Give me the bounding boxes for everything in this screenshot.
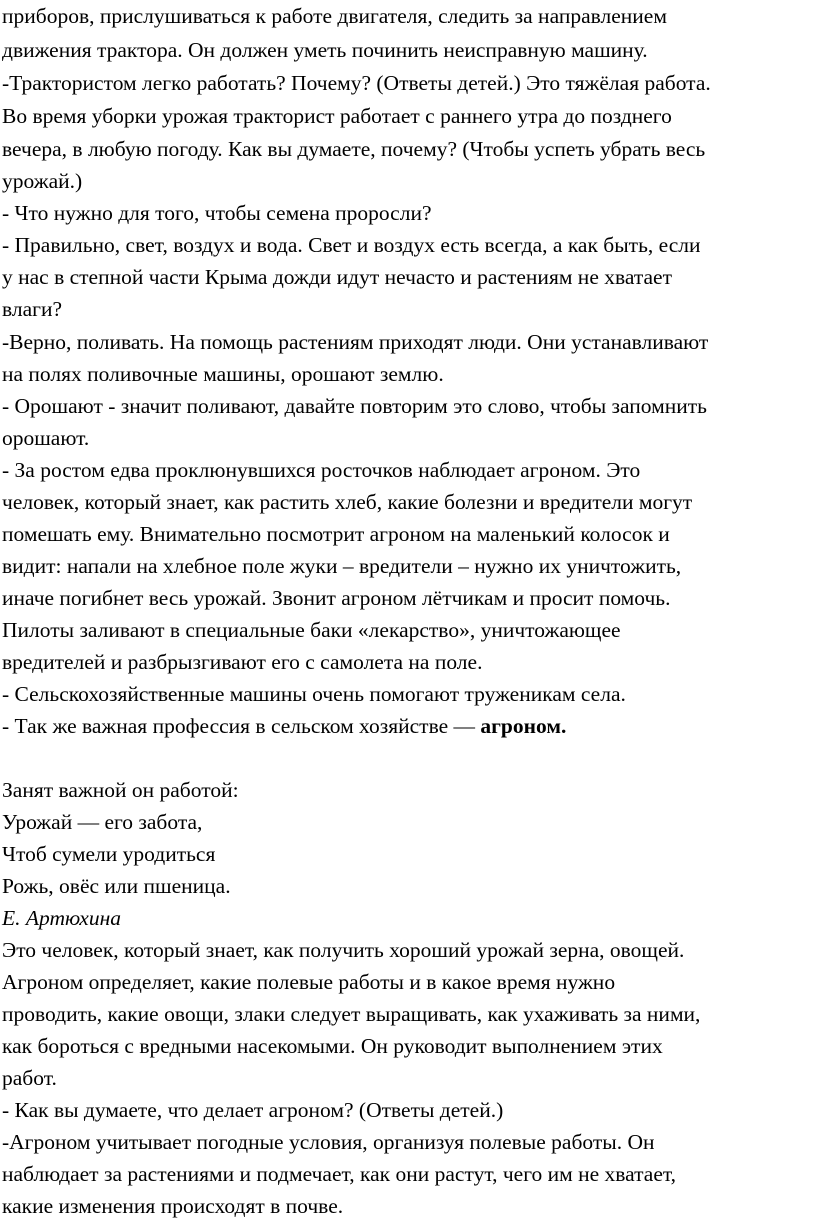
text-line: человек, который знает, как растить хлеб, какие болезни и вредители могут xyxy=(2,490,693,514)
text-line: - Сельскохозяйственные машины очень помогают труженикам села. xyxy=(2,682,626,706)
poem-line: Урожай — его забота, xyxy=(2,810,203,834)
text-line: вечера, в любую погоду. Как вы думаете, почему? (Чтобы успеть убрать весь xyxy=(2,137,706,161)
text-line: видит: напали на хлебное поле жуки – вредители – нужно их уничтожить, xyxy=(2,554,682,578)
poem-line: Рожь, овёс или пшеница. xyxy=(2,874,231,898)
text-line: Агроном определяет, какие полевые работы и в какое время нужно xyxy=(2,970,616,994)
profession-line-prefix: - Так же важная профессия в сельском хозяйстве — xyxy=(2,714,481,738)
text-line: Пилоты заливают в специальные баки «лекарство», уничтожающее xyxy=(2,618,621,642)
text-line: приборов, прислушиваться к работе двигателя, следить за направлением xyxy=(2,4,667,28)
poem-author: Е. Артюхина xyxy=(2,906,122,930)
text-line: -Агроном учитывает погодные условия, организуя полевые работы. Он xyxy=(2,1130,655,1154)
text-line: орошают. xyxy=(2,426,90,450)
text-line: у нас в степной части Крыма дожди идут нечасто и растениям не хватает xyxy=(2,265,672,289)
profession-line xyxy=(2,710,566,742)
text-line: какие изменения происходят в почве. xyxy=(2,1194,344,1218)
text-line: Во время уборки урожая тракторист работает с раннего утра до позднего xyxy=(2,104,672,128)
text-line: движения трактора. Он должен уметь починить неисправную машину. xyxy=(2,38,648,62)
poem-line: Чтоб сумели уродиться xyxy=(2,842,216,866)
text-line: влаги? xyxy=(2,297,63,321)
text-line: -Верно, поливать. На помощь растениям приходят люди. Они устанавливают xyxy=(2,330,709,354)
text-line: наблюдает за растениями и подмечает, как они растут, чего им не хватает, xyxy=(2,1162,677,1186)
text-line: - Как вы думаете, что делает агроном? (Ответы детей.) xyxy=(2,1098,504,1122)
poem-line: Занят важной он работой: xyxy=(2,778,239,802)
text-line: Это человек, который знает, как получить хороший урожай зерна, овощей. xyxy=(2,938,685,962)
text-line: урожай.) xyxy=(2,169,83,193)
text-line: - Что нужно для того, чтобы семена проросли? xyxy=(2,201,432,225)
text-line: помешать ему. Внимательно посмотрит агроном на маленький колосок и xyxy=(2,522,670,546)
text-line: вредителей и разбрызгивают его с самолета на поле. xyxy=(2,650,483,674)
text-line: как бороться с вредными насекомыми. Он руководит выполнением этих xyxy=(2,1034,663,1058)
text-line: -Трактористом легко работать? Почему? (Ответы детей.) Это тяжёлая работа. xyxy=(2,71,711,95)
text-line: - Орошают - значит поливают, давайте повторим это слово, чтобы запомнить xyxy=(2,394,707,418)
text-line: - За ростом едва проклюнувшихся росточков наблюдает агроном. Это xyxy=(2,458,641,482)
text-line: на полях поливочные машины, орошают землю. xyxy=(2,362,444,386)
text-line: работ. xyxy=(2,1066,57,1090)
text-line: - Правильно, свет, воздух и вода. Свет и воздух есть всегда, а как быть, если xyxy=(2,233,701,257)
text-line: иначе погибнет весь урожай. Звонит агроном лётчикам и просит помочь. xyxy=(2,586,671,610)
text-line: проводить, какие овощи, злаки следует выращивать, как ухаживать за ними, xyxy=(2,1002,701,1026)
profession-name: агроном. xyxy=(480,714,567,738)
